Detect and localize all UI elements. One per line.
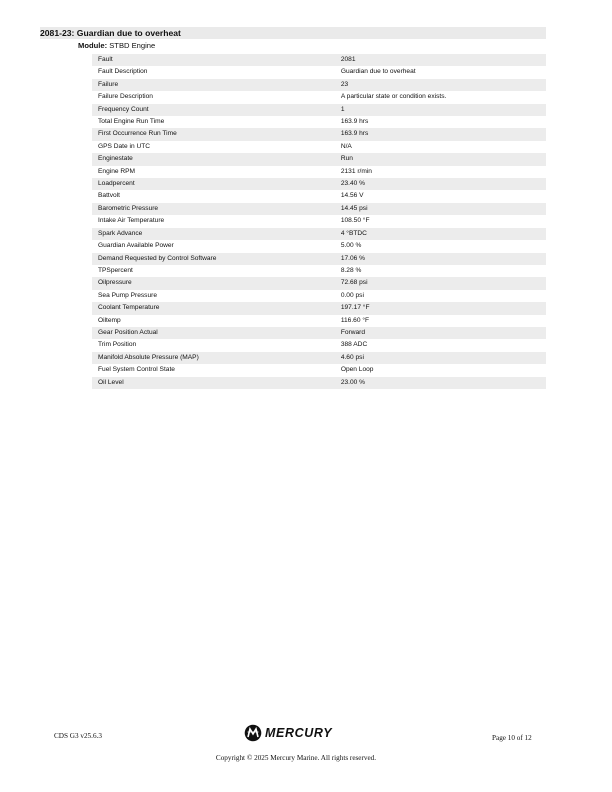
row-value: Guardian due to overheat bbox=[335, 66, 546, 78]
row-label: Failure bbox=[92, 79, 335, 91]
fault-data-table bbox=[92, 54, 546, 389]
row-label: Fault Description bbox=[92, 66, 335, 78]
mercury-logo-text: MERCURY bbox=[265, 726, 333, 740]
row-label: First Occurrence Run Time bbox=[92, 128, 335, 140]
table-row bbox=[92, 66, 546, 78]
table-row bbox=[92, 79, 546, 91]
row-value: Open Loop bbox=[335, 364, 546, 376]
row-label: Spark Advance bbox=[92, 228, 335, 240]
module-value: STBD Engine bbox=[109, 41, 156, 50]
row-label: Engine RPM bbox=[92, 166, 335, 178]
row-label: TPSpercent bbox=[92, 265, 335, 277]
software-version: CDS G3 v25.6.3 bbox=[54, 732, 102, 740]
row-label: Failure Description bbox=[92, 91, 335, 103]
row-value: 163.9 hrs bbox=[335, 116, 546, 128]
row-value: 23.00 % bbox=[335, 377, 546, 389]
page-title: 2081-23: Guardian due to overheat bbox=[40, 27, 546, 39]
row-label: Gear Position Actual bbox=[92, 327, 335, 339]
row-value: 23 bbox=[335, 79, 546, 91]
row-label: Oiltemp bbox=[92, 315, 335, 327]
row-value: 2131 r/min bbox=[335, 166, 546, 178]
table-row bbox=[92, 141, 546, 153]
row-value: Run bbox=[335, 153, 546, 165]
table-row bbox=[92, 352, 546, 364]
row-label: Fuel System Control State bbox=[92, 364, 335, 376]
row-value: 8.28 % bbox=[335, 265, 546, 277]
row-value: 14.45 psi bbox=[335, 203, 546, 215]
row-label: Fault bbox=[92, 54, 335, 66]
row-label: Total Engine Run Time bbox=[92, 116, 335, 128]
row-label: Demand Requested by Control Software bbox=[92, 253, 335, 265]
row-value: 163.9 hrs bbox=[335, 128, 546, 140]
row-label: Oilpressure bbox=[92, 277, 335, 289]
table-row bbox=[92, 377, 546, 389]
table-row bbox=[92, 166, 546, 178]
row-label: Sea Pump Pressure bbox=[92, 290, 335, 302]
row-label: Oil Level bbox=[92, 377, 335, 389]
table-row bbox=[92, 315, 546, 327]
table-row bbox=[92, 54, 546, 66]
row-label: Trim Position bbox=[92, 339, 335, 351]
table-row bbox=[92, 327, 546, 339]
row-label: Loadpercent bbox=[92, 178, 335, 190]
row-label: Frequency Count bbox=[92, 104, 335, 116]
table-row bbox=[92, 215, 546, 227]
row-label: Barometric Pressure bbox=[92, 203, 335, 215]
row-label: Coolant Temperature bbox=[92, 302, 335, 314]
row-value: N/A bbox=[335, 141, 546, 153]
table-row bbox=[92, 203, 546, 215]
mercury-emblem-icon bbox=[244, 724, 262, 742]
mercury-logo bbox=[244, 723, 354, 743]
table-row bbox=[92, 104, 546, 116]
table-row bbox=[92, 116, 546, 128]
table-row bbox=[92, 302, 546, 314]
row-value: 4.60 psi bbox=[335, 352, 546, 364]
row-label: Guardian Available Power bbox=[92, 240, 335, 252]
table-row bbox=[92, 364, 546, 376]
copyright-notice: Copyright © 2025 Mercury Marine. All rights reserved. bbox=[215, 754, 377, 762]
row-value: 197.17 °F bbox=[335, 302, 546, 314]
row-label: Enginestate bbox=[92, 153, 335, 165]
row-label: Battvolt bbox=[92, 190, 335, 202]
table-row bbox=[92, 178, 546, 190]
table-row bbox=[92, 290, 546, 302]
table-row bbox=[92, 190, 546, 202]
row-value: 116.60 °F bbox=[335, 315, 546, 327]
row-value: A particular state or condition exists. bbox=[335, 91, 546, 103]
module-line bbox=[78, 40, 155, 51]
module-label: Module: bbox=[78, 41, 108, 50]
table-row bbox=[92, 91, 546, 103]
row-value: 108.50 °F bbox=[335, 215, 546, 227]
table-row bbox=[92, 228, 546, 240]
row-label: Manifold Absolute Pressure (MAP) bbox=[92, 352, 335, 364]
row-value: 0.00 psi bbox=[335, 290, 546, 302]
table-row bbox=[92, 265, 546, 277]
table-row bbox=[92, 128, 546, 140]
table-row bbox=[92, 277, 546, 289]
row-value: 14.56 V bbox=[335, 190, 546, 202]
row-value: Forward bbox=[335, 327, 546, 339]
page-number: Page 10 of 12 bbox=[492, 734, 532, 742]
row-value: 2081 bbox=[335, 54, 546, 66]
table-row bbox=[92, 253, 546, 265]
row-value: 1 bbox=[335, 104, 546, 116]
table-row bbox=[92, 153, 546, 165]
table-row bbox=[92, 339, 546, 351]
table-row bbox=[92, 240, 546, 252]
row-value: 388 ADC bbox=[335, 339, 546, 351]
row-value: 23.40 % bbox=[335, 178, 546, 190]
row-label: GPS Date in UTC bbox=[92, 141, 335, 153]
row-label: Intake Air Temperature bbox=[92, 215, 335, 227]
row-value: 4 °BTDC bbox=[335, 228, 546, 240]
row-value: 72.68 psi bbox=[335, 277, 546, 289]
row-value: 5.00 % bbox=[335, 240, 546, 252]
row-value: 17.06 % bbox=[335, 253, 546, 265]
